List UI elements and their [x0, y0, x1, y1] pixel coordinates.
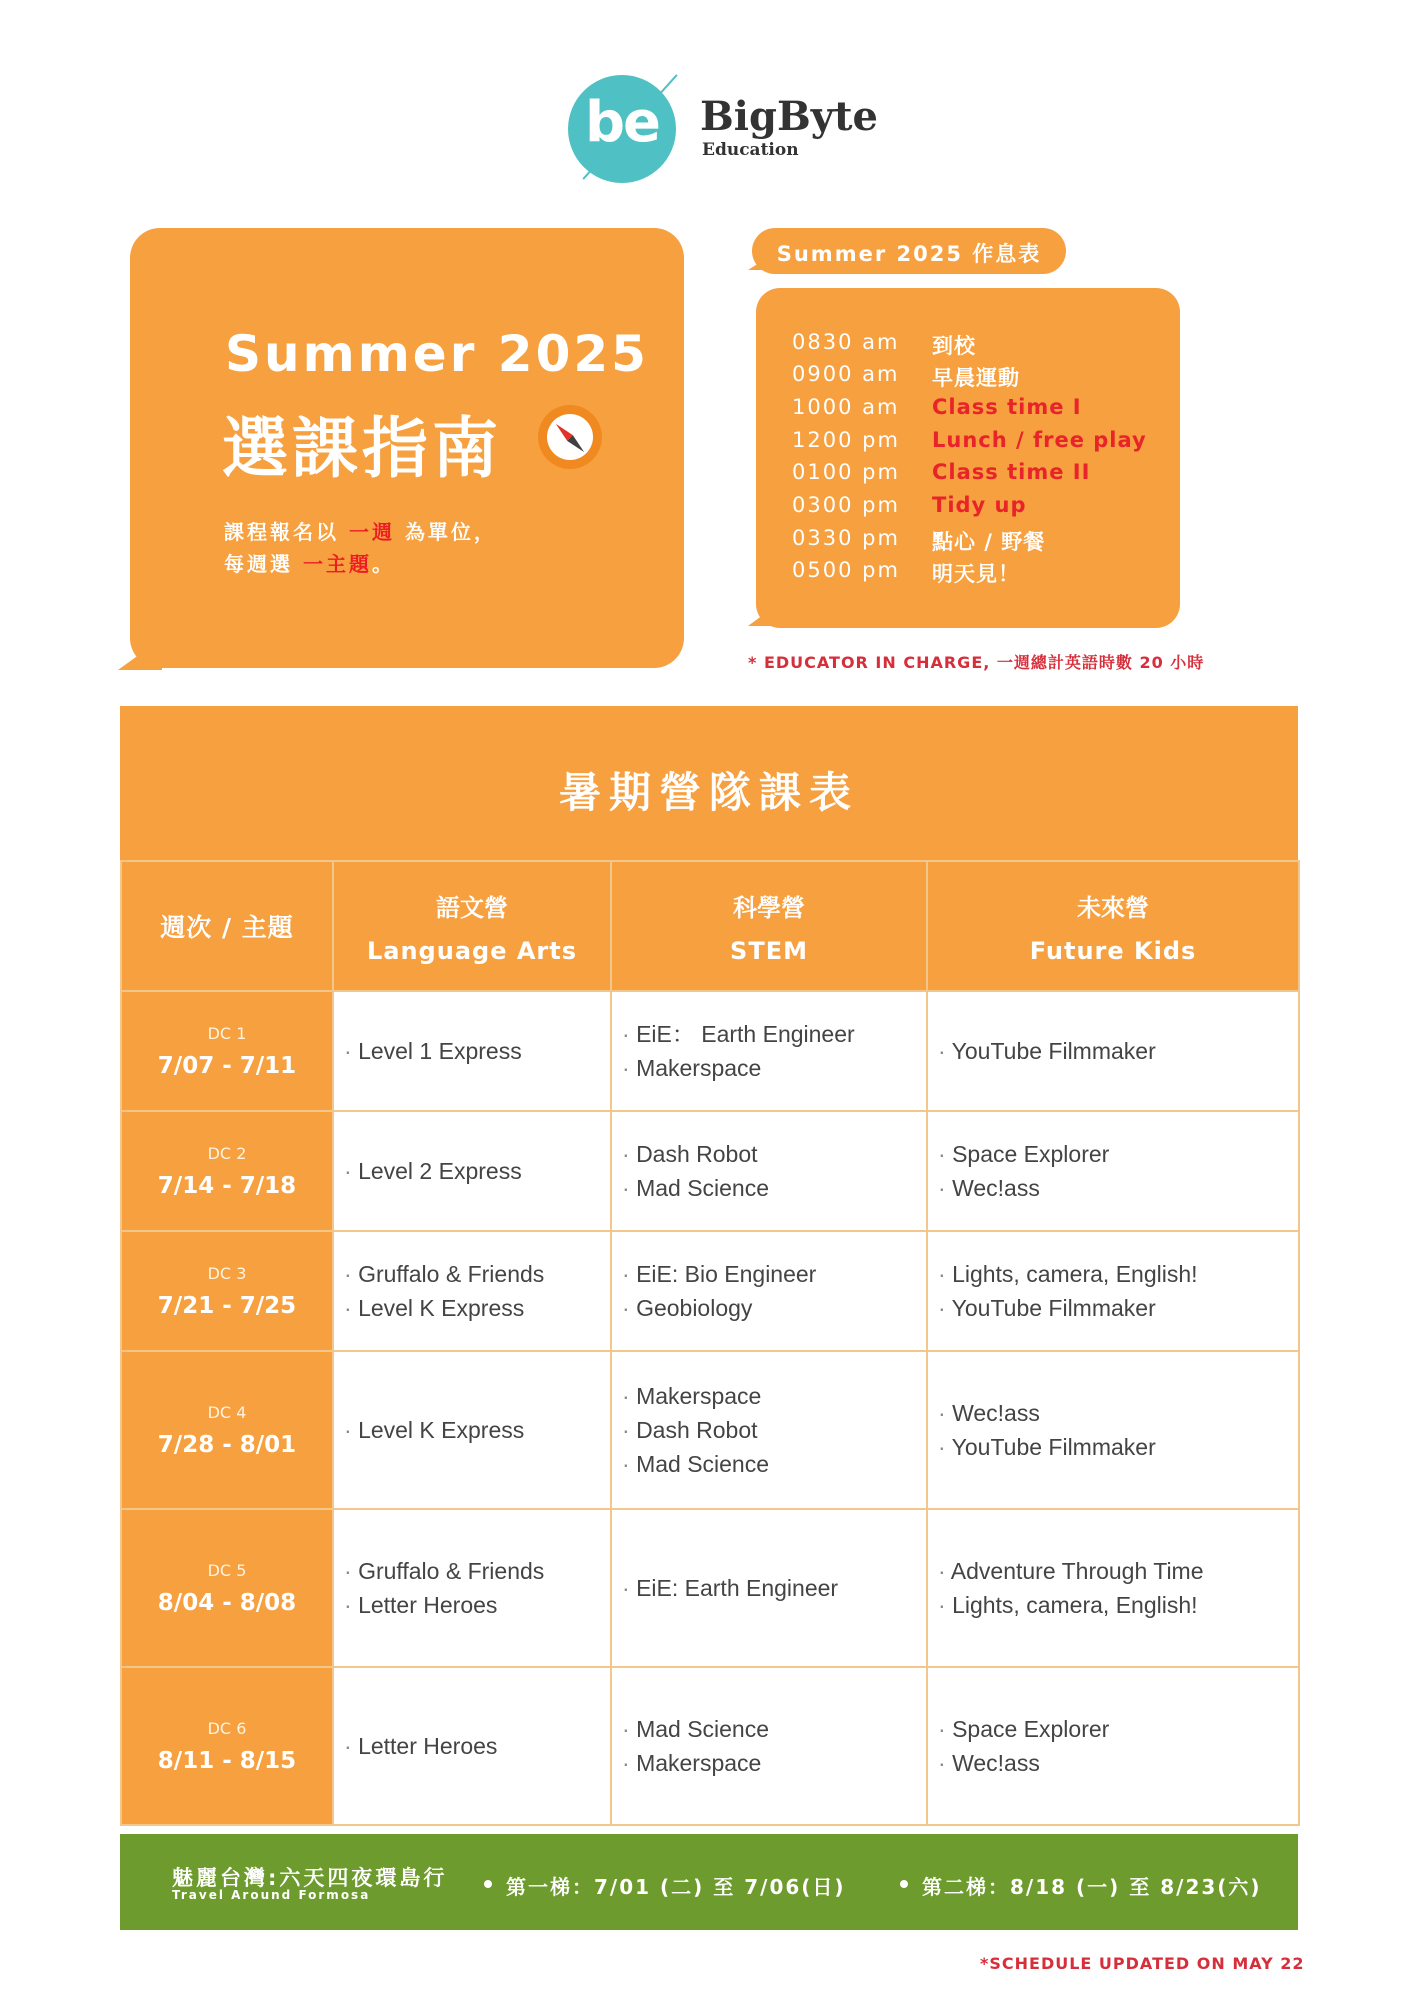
schedule-title: Summer 2025 作息表 — [776, 242, 1042, 266]
course-item: · Lights, camera, English! — [938, 1588, 1298, 1622]
week-code: DC 5 — [207, 1560, 247, 1580]
course-item: · Mad Science — [622, 1171, 926, 1205]
schedule-activity: Class time II — [932, 460, 1091, 484]
lang-course-cell — [333, 991, 611, 1111]
schedule-row — [792, 558, 1172, 588]
table-title: 暑期營隊課表 — [558, 768, 859, 817]
stem-course-cell — [611, 1667, 927, 1825]
week-cell — [121, 1351, 333, 1509]
table-row — [121, 1667, 1299, 1825]
intro-title-line2: 選課指南 — [222, 410, 502, 487]
schedule-time: 0300 pm — [792, 493, 900, 517]
table-row — [121, 1111, 1299, 1231]
intro-title-line1: Summer 2025 — [225, 325, 649, 383]
lang-course-cell — [333, 1667, 611, 1825]
header-stem-zh: 科學營 — [733, 893, 805, 922]
lang-course-cell — [333, 1231, 611, 1351]
week-dates: 7/21 - 7/25 — [157, 1292, 297, 1319]
course-item: · Mad Science — [622, 1447, 926, 1481]
week-code: DC 4 — [207, 1402, 247, 1422]
table-row — [121, 1231, 1299, 1351]
intro-note2-a: 每週選 — [224, 552, 293, 576]
lang-course-cell — [333, 1351, 611, 1509]
brand-subtitle: Education — [702, 140, 799, 160]
course-item: · EiE: Bio Engineer — [622, 1257, 926, 1291]
course-item: · Wec!ass — [938, 1171, 1298, 1205]
header-stem — [611, 861, 927, 991]
schedule-time: 0900 am — [792, 362, 900, 386]
week-dates: 7/07 - 7/11 — [157, 1052, 297, 1079]
intro-note2-highlight: 一主題 — [302, 552, 372, 576]
course-item: · Space Explorer — [938, 1137, 1298, 1171]
intro-note-line2 — [224, 548, 395, 577]
course-item: · Mad Science — [622, 1712, 926, 1746]
course-item: · YouTube Filmmaker — [938, 1291, 1298, 1325]
week-code: DC 1 — [207, 1023, 247, 1043]
schedule-row — [792, 526, 1172, 556]
schedule-activity: Class time I — [932, 395, 1082, 419]
intro-note1-a: 課程報名以 — [224, 520, 339, 544]
course-item: · Lights, camera, English! — [938, 1257, 1298, 1291]
schedule-time: 0500 pm — [792, 558, 900, 582]
schedule-row — [792, 460, 1172, 490]
tour-subtitle: Travel Around Formosa — [172, 1888, 371, 1902]
week-dates: 7/14 - 7/18 — [157, 1172, 297, 1199]
week-dates: 8/04 - 8/08 — [157, 1589, 297, 1616]
header-future-zh: 未來營 — [1077, 893, 1149, 922]
intro-note1-highlight: 一週 — [348, 520, 395, 544]
schedule-activity: 點心 / 野餐 — [932, 530, 1046, 554]
course-item: · Adventure Through Time — [938, 1554, 1298, 1588]
course-item: · Level K Express — [344, 1291, 610, 1325]
schedule-time: 0100 pm — [792, 460, 900, 484]
table-row — [121, 1509, 1299, 1667]
course-item: · Level K Express — [344, 1413, 610, 1447]
header-language-arts — [333, 861, 611, 991]
course-item: · Gruffalo & Friends — [344, 1554, 610, 1588]
future-course-cell — [927, 1509, 1299, 1667]
educator-note: * EDUCATOR IN CHARGE, 一週總計英語時數 20 小時 — [748, 653, 1205, 672]
header-week: 週次 / 主題 — [121, 861, 333, 991]
course-item: · Wec!ass — [938, 1746, 1298, 1780]
logo-mark-text: be — [584, 90, 660, 155]
header-future-en: Future Kids — [1029, 936, 1197, 965]
course-item: · Dash Robot — [622, 1137, 926, 1171]
week-code: DC 6 — [207, 1718, 247, 1738]
week-cell — [121, 1509, 333, 1667]
table-header-row — [121, 861, 1299, 991]
week-code: DC 2 — [207, 1143, 247, 1163]
stem-course-cell — [611, 1231, 927, 1351]
schedule-row — [792, 362, 1172, 392]
schedule-row — [792, 428, 1172, 458]
tour-trip-2: 第二梯：8/18 (一) 至 8/23(六) — [922, 1875, 1262, 1899]
lang-course-cell — [333, 1509, 611, 1667]
future-course-cell — [927, 1667, 1299, 1825]
course-item: · Level 1 Express — [344, 1034, 610, 1068]
course-item: · Level 2 Express — [344, 1154, 610, 1188]
schedule-box-tail — [748, 604, 778, 626]
week-dates: 7/28 - 8/01 — [157, 1431, 297, 1458]
schedule-row — [792, 493, 1172, 523]
table-row — [121, 991, 1299, 1111]
course-item: · Gruffalo & Friends — [344, 1257, 610, 1291]
table-row — [121, 1351, 1299, 1509]
week-cell — [121, 1111, 333, 1231]
schedule-time: 1000 am — [792, 395, 900, 419]
header-language-zh: 語文營 — [436, 893, 508, 922]
lang-course-cell — [333, 1111, 611, 1231]
course-item: · EiE： Earth Engineer — [622, 1017, 926, 1051]
schedule-activity: Tidy up — [932, 493, 1027, 517]
course-item: · Letter Heroes — [344, 1588, 610, 1622]
week-dates: 8/11 - 8/15 — [157, 1747, 297, 1774]
schedule-activity: 到校 — [932, 334, 976, 358]
course-item: · EiE: Earth Engineer — [622, 1571, 926, 1605]
header-stem-en: STEM — [730, 936, 808, 965]
tour-title: 魅麗台灣:六天四夜環島行 — [172, 1866, 448, 1890]
update-note: *SCHEDULE UPDATED ON MAY 22 — [980, 1954, 1305, 1973]
schedule-time: 1200 pm — [792, 428, 900, 452]
course-item: · Space Explorer — [938, 1712, 1298, 1746]
tour-trip-1: 第一梯：7/01 (二) 至 7/06(日) — [506, 1875, 846, 1899]
schedule-row — [792, 330, 1172, 360]
header-future-kids — [927, 861, 1299, 991]
future-course-cell — [927, 1111, 1299, 1231]
schedule-activity: 早晨運動 — [932, 366, 1020, 390]
stem-course-cell — [611, 1351, 927, 1509]
schedule-time: 0830 am — [792, 330, 900, 354]
schedule-time: 0330 pm — [792, 526, 900, 550]
course-item: · Makerspace — [622, 1746, 926, 1780]
future-course-cell — [927, 991, 1299, 1111]
stem-course-cell — [611, 1111, 927, 1231]
course-item: · Makerspace — [622, 1051, 926, 1085]
course-item: · YouTube Filmmaker — [938, 1430, 1298, 1464]
course-item: · Letter Heroes — [344, 1729, 610, 1763]
week-cell — [121, 1667, 333, 1825]
stem-course-cell — [611, 1509, 927, 1667]
header-language-en: Language Arts — [366, 936, 577, 965]
week-cell — [121, 991, 333, 1111]
schedule-row — [792, 395, 1172, 425]
intro-bubble-tail — [118, 638, 162, 670]
bullet-icon — [484, 1880, 492, 1888]
week-cell — [121, 1231, 333, 1351]
course-item: · Wec!ass — [938, 1396, 1298, 1430]
course-item: · Geobiology — [622, 1291, 926, 1325]
intro-note-line1 — [224, 516, 497, 545]
schedule-activity: Lunch / free play — [932, 428, 1147, 452]
course-item: · Dash Robot — [622, 1413, 926, 1447]
stem-course-cell — [611, 991, 927, 1111]
course-item: · YouTube Filmmaker — [938, 1034, 1298, 1068]
intro-note2-c: 。 — [371, 552, 395, 576]
future-course-cell — [927, 1351, 1299, 1509]
intro-note1-c: 為單位， — [404, 520, 497, 544]
future-course-cell — [927, 1231, 1299, 1351]
course-table — [120, 860, 1300, 1826]
bullet-icon — [900, 1880, 908, 1888]
schedule-activity: 明天見！ — [932, 562, 1020, 586]
week-code: DC 3 — [207, 1263, 247, 1283]
course-item: · Makerspace — [622, 1379, 926, 1413]
brand-name: BigByte — [700, 93, 878, 140]
